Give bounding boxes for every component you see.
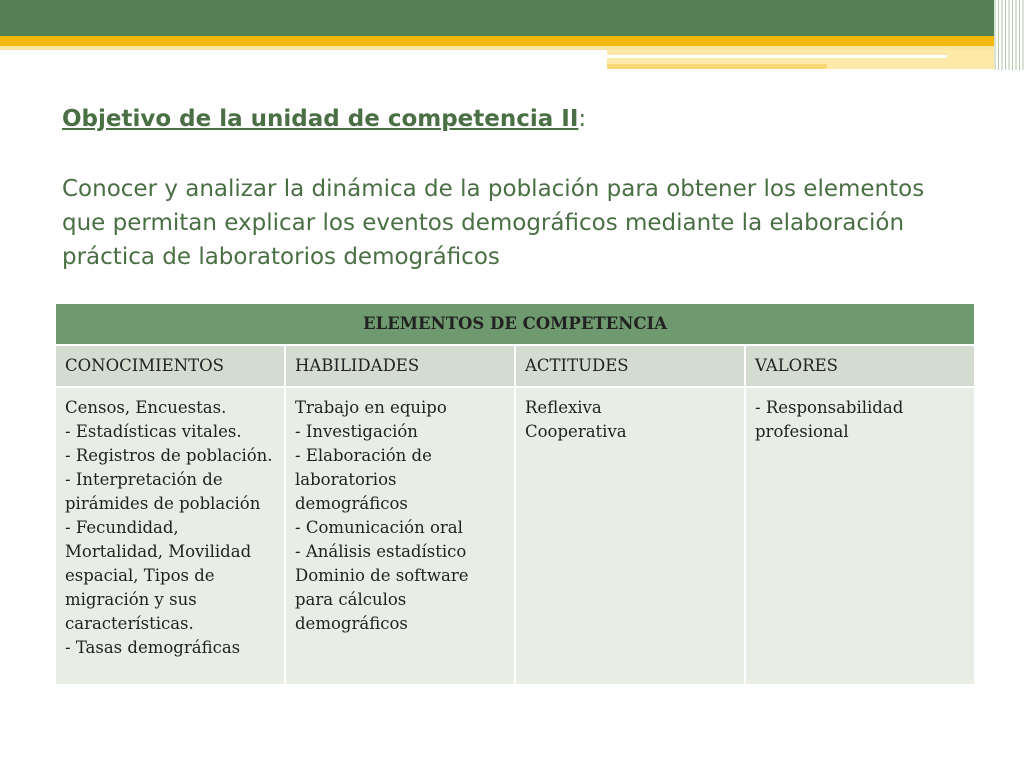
column-header-actitudes: ACTITUDES xyxy=(515,345,745,387)
table-row xyxy=(55,387,975,685)
column-header-conocimientos: CONOCIMIENTOS xyxy=(55,345,285,387)
banner-stripe-short xyxy=(607,64,827,69)
slide-content xyxy=(62,104,962,274)
slide-title xyxy=(62,104,962,134)
cell-actitudes: Reflexiva Cooperativa xyxy=(515,387,745,685)
column-header-habilidades: HABILIDADES xyxy=(285,345,515,387)
objective-text: Conocer y analizar la dinámica de la población para obtener los elementos que permitan explicar los eventos demográficos mediante la elaboración práctica de laboratorios demográficos xyxy=(62,176,925,270)
competency-table xyxy=(54,302,976,686)
cell-habilidades: Trabajo en equipo - Investigación - Elaboración de laboratorios demográficos - Comunicación oral - Análisis estadístico Dominio de software para cálculos demográficos xyxy=(285,387,515,685)
table-header: ELEMENTOS DE COMPETENCIA xyxy=(55,303,975,345)
table-header-row xyxy=(55,303,975,345)
cell-valores: - Responsabilidad profesional xyxy=(745,387,975,685)
cell-conocimientos: Censos, Encuestas. - Estadísticas vitales. - Registros de población. - Interpretación de pirámides de población - Fecundidad, Mortalidad, Movilidad espacial, Tipos de migración y sus características. - Tasas demográficas xyxy=(55,387,285,685)
table-category-row xyxy=(55,345,975,387)
column-header-valores: VALORES xyxy=(745,345,975,387)
banner-stripe-thin xyxy=(607,55,947,58)
banner-vertical-lines xyxy=(994,0,1024,70)
slide-title-text: Objetivo de la unidad de competencia II xyxy=(62,106,579,132)
banner-green-bar xyxy=(0,0,1024,36)
banner-gold-bar xyxy=(0,36,1024,46)
slide-title-colon: : xyxy=(578,106,587,132)
